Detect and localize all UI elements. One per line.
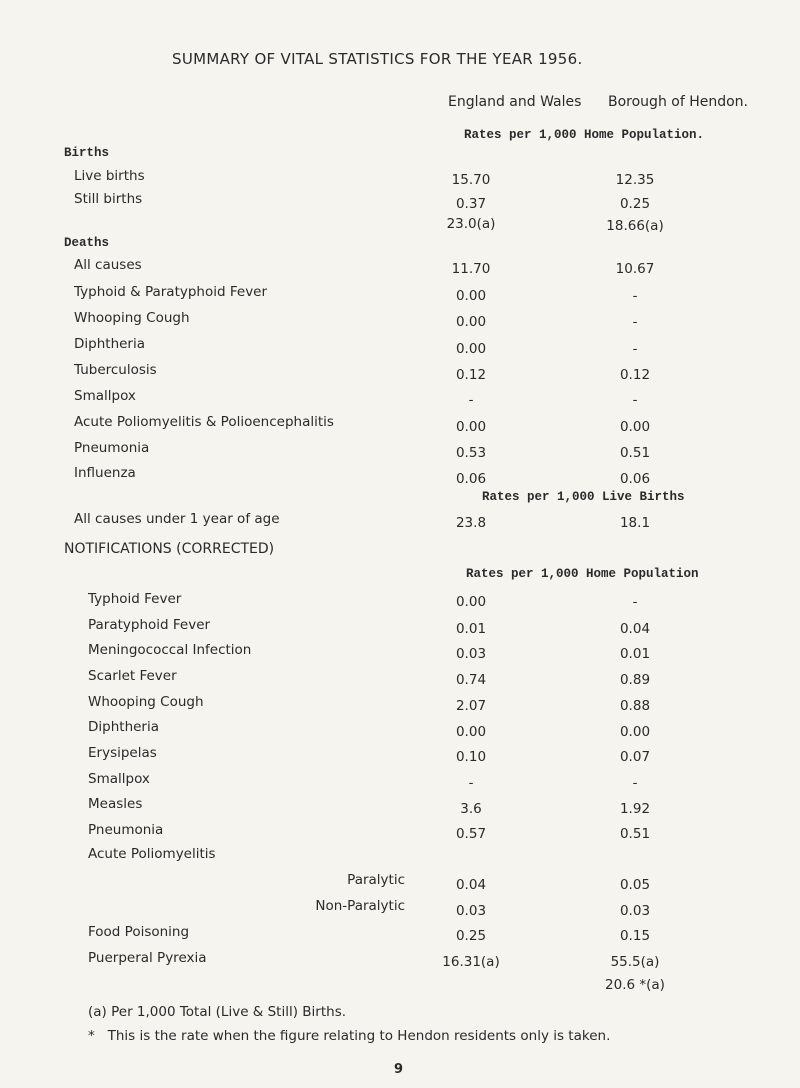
value-hendon: 1.92 [619,801,651,817]
row-label: Whooping Cough [88,694,204,710]
row-label: Whooping Cough [74,310,190,326]
value-hendon: 0.25 [619,196,651,212]
value-hendon: 12.35 [615,172,655,188]
value-hendon: 0.00 [619,419,651,435]
value-hendon: 0.51 [619,445,651,461]
value-england-wales: 0.00 [455,314,487,330]
row-label: Puerperal Pyrexia [88,950,207,966]
row-label: Meningococcal Infection [88,642,252,658]
row-label: Typhoid & Paratyphoid Fever [74,284,268,300]
rates-header-live-births: Rates per 1,000 Live Births [482,490,685,504]
row-label: Live births [74,168,145,184]
value-england-wales: 0.03 [455,646,487,662]
value-england-wales: 0.00 [455,341,487,357]
row-label: Acute Poliomyelitis [88,846,216,862]
row-label: Acute Poliomyelitis & Polioencephalitis [74,414,334,430]
value-england-wales: 0.10 [455,749,487,765]
row-label: Paralytic [347,872,405,888]
value-hendon: - [632,594,638,610]
value-england-wales: 3.6 [460,801,482,817]
column-header-hendon: Borough of Hendon. [608,94,748,110]
footnote-a: (a) Per 1,000 Total (Live & Still) Births. [88,1004,347,1020]
row-label: All causes [74,257,142,273]
value-hendon: 0.51 [619,826,651,842]
page-number: 9 [394,1062,404,1077]
value-england-wales: 0.53 [455,445,487,461]
row-label-infant-mortality: All causes under 1 year of age [74,511,280,527]
value-england-wales: 23.8 [455,515,487,531]
value-england-wales: 15.70 [451,172,491,188]
value-england-wales: 16.31(a) [442,954,500,970]
value-england-wales: 11.70 [451,261,491,277]
value-hendon: 0.03 [619,903,651,919]
row-label: Measles [88,796,143,812]
value-hendon: 0.15 [619,928,651,944]
value-hendon: 18.1 [619,515,651,531]
page-title: SUMMARY OF VITAL STATISTICS FOR THE YEAR 1956. [172,50,583,68]
value-hendon: 0.88 [619,698,651,714]
row-label: Tuberculosis [74,362,157,378]
value-england-wales: 0.00 [455,724,487,740]
value-england-wales: 0.37 [455,196,487,212]
row-label: Still births [74,191,143,207]
row-label: Influenza [74,465,136,481]
value-england-wales: - [468,392,474,408]
value-england-wales: 0.25 [455,928,487,944]
value-england-wales: 2.07 [455,698,487,714]
value-hendon-residents-only: 20.6 *(a) [605,977,665,993]
value-england-wales: 0.06 [455,471,487,487]
value-hendon: 0.00 [619,724,651,740]
value-hendon: 0.12 [619,367,651,383]
value-hendon: - [632,314,638,330]
value-england-wales: 0.01 [455,621,487,637]
rates-header-notifications: Rates per 1,000 Home Population [466,567,699,581]
section-notifications-heading: NOTIFICATIONS (CORRECTED) [64,541,275,557]
value-england-wales: 0.00 [455,419,487,435]
value-hendon: 0.89 [619,672,651,688]
row-label: Non-Paralytic [315,898,405,914]
value-hendon: 10.67 [615,261,655,277]
row-label: Paratyphoid Fever [88,617,211,633]
footnote-star: * This is the rate when the figure relating to Hendon residents only is taken. [88,1028,611,1044]
value-hendon: 0.04 [619,621,651,637]
value-england-wales: 23.0(a) [446,216,496,232]
row-label: Diphtheria [88,719,160,735]
row-label: Pneumonia [74,440,150,456]
value-hendon: - [632,392,638,408]
value-hendon: 0.05 [619,877,651,893]
value-england-wales: 0.04 [455,877,487,893]
value-hendon: 0.06 [619,471,651,487]
section-deaths-heading: Deaths [64,236,110,250]
value-england-wales: 0.03 [455,903,487,919]
row-label: Smallpox [74,388,136,404]
row-label: Erysipelas [88,745,157,761]
value-hendon: - [632,341,638,357]
row-label: Diphtheria [74,336,146,352]
value-hendon: - [632,288,638,304]
section-births-heading: Births [64,146,110,160]
value-hendon: 0.07 [619,749,651,765]
value-england-wales: 0.57 [455,826,487,842]
row-label: Food Poisoning [88,924,190,940]
value-hendon: 0.01 [619,646,651,662]
row-label: Scarlet Fever [88,668,177,684]
value-england-wales: 0.00 [455,288,487,304]
row-label: Smallpox [88,771,150,787]
column-header-england-wales: England and Wales [448,94,582,110]
value-england-wales: 0.12 [455,367,487,383]
value-hendon: - [632,775,638,791]
value-hendon: 18.66(a) [606,218,664,234]
row-label: Pneumonia [88,822,164,838]
rates-header-home-population: Rates per 1,000 Home Population. [464,128,705,142]
value-england-wales: 0.00 [455,594,487,610]
value-england-wales: - [468,775,474,791]
value-england-wales: 0.74 [455,672,487,688]
value-hendon: 55.5(a) [610,954,660,970]
row-label: Typhoid Fever [88,591,182,607]
